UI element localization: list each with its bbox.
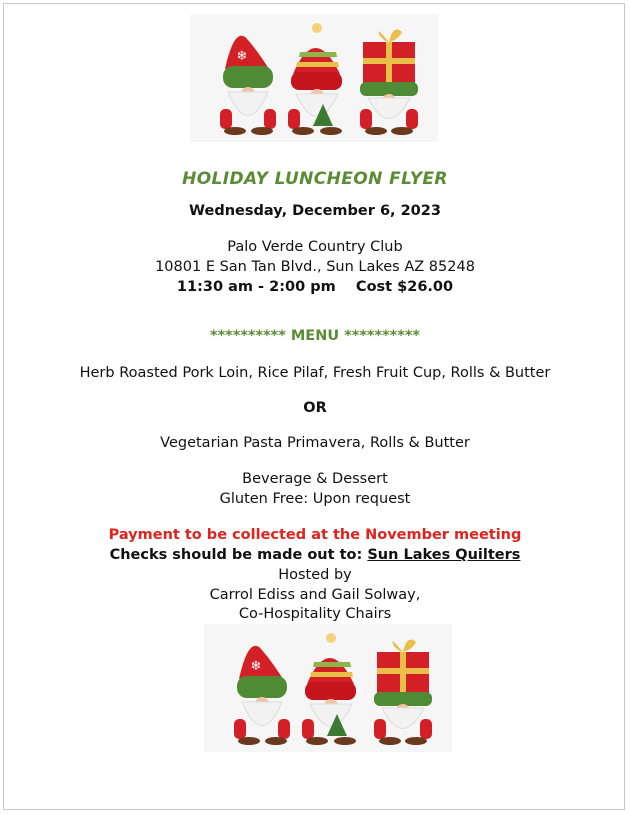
menu-option-2: Vegetarian Pasta Primavera, Rolls & Butter [160, 435, 470, 451]
venue-address: 10801 E San Tan Blvd., Sun Lakes AZ 85248 [155, 259, 475, 275]
menu-option-1: Herb Roasted Pork Loin, Rice Pilaf, Fresh Fruit Cup, Rolls & Butter [79, 365, 551, 381]
host-role: Co-Hospitality Chairs [238, 606, 392, 622]
event-time-cost [0, 278, 630, 296]
event-time: 11:30 am - 2:00 pm [176, 279, 336, 295]
svg-text:❄: ❄ [236, 49, 248, 64]
flyer-title: HOLIDAY LUNCHEON FLYER [182, 169, 448, 189]
event-cost: Cost $26.00 [355, 279, 454, 295]
menu-or: OR [303, 400, 327, 416]
gnomes-bottom-image [204, 624, 452, 752]
host-names: Carrol Ediss and Gail Solway, [209, 587, 421, 603]
gluten-free-note: Gluten Free: Upon request [219, 491, 411, 507]
hosted-by: Hosted by [278, 567, 352, 583]
beverage-dessert: Beverage & Dessert [242, 471, 388, 487]
checks-line [0, 546, 630, 564]
menu-header: ********** MENU ********** [210, 328, 420, 344]
venue-name: Palo Verde Country Club [227, 239, 403, 255]
checks-payee: Sun Lakes Quilters [367, 547, 521, 563]
event-date: Wednesday, December 6, 2023 [189, 203, 441, 219]
gnomes-top-image [190, 14, 438, 142]
svg-text:❄: ❄ [250, 659, 262, 674]
payment-note: Payment to be collected at the November meeting [108, 527, 522, 543]
checks-prefix: Checks should be made out to: [109, 547, 363, 563]
